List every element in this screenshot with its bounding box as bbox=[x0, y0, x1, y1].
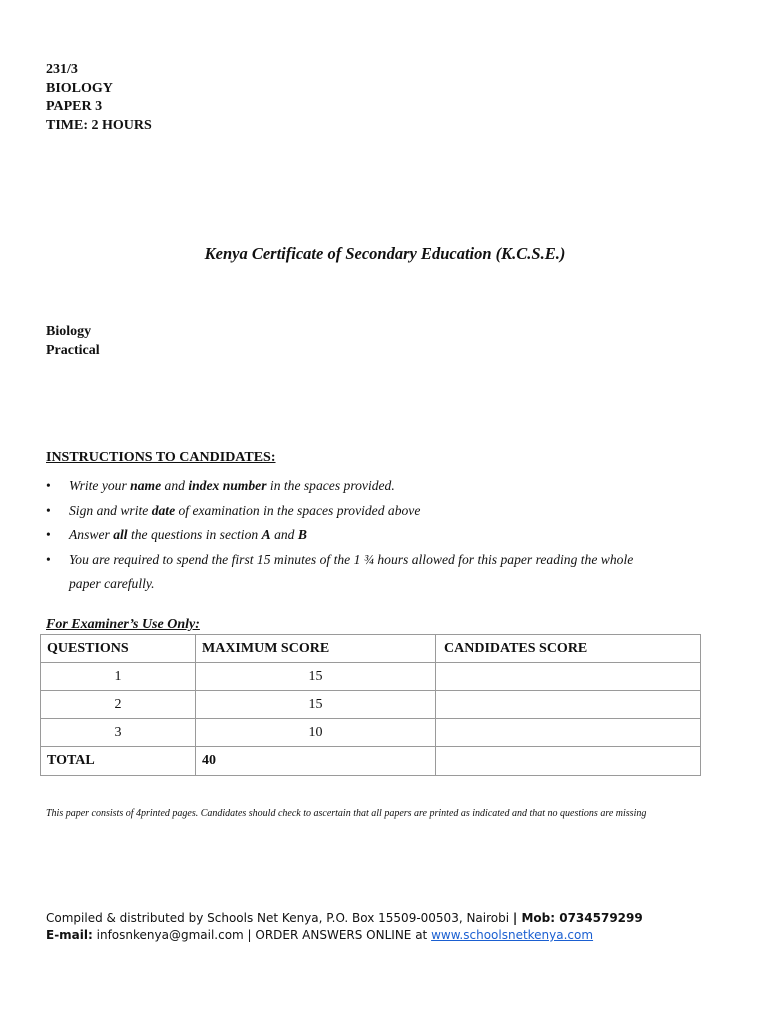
instruction-text: and bbox=[161, 478, 189, 493]
score-table bbox=[40, 634, 701, 776]
instruction-text: Sign and write bbox=[69, 502, 152, 518]
max-score: 10 bbox=[196, 719, 436, 747]
instruction-text: paper carefully. bbox=[69, 576, 155, 591]
footer-mobile: Mob: 0734579299 bbox=[521, 911, 643, 925]
candidate-score bbox=[436, 719, 701, 747]
examiner-heading: For Examiner’s Use Only: bbox=[46, 617, 200, 632]
exam-header bbox=[46, 61, 152, 135]
instruction-text: in the spaces provided. bbox=[266, 478, 395, 493]
instruction-emphasis: index number bbox=[188, 478, 267, 493]
pages-note: This paper consists of 4printed pages. Candidates should check to ascertain that all papers are printed as indicated and that no questions are missing bbox=[46, 808, 647, 819]
subject-name: Biology bbox=[46, 324, 92, 339]
instruction-text: Answer bbox=[69, 527, 114, 542]
instruction-text: of examination in the spaces provided above bbox=[175, 502, 421, 518]
header-candidate-score: CANDIDATES SCORE bbox=[436, 635, 701, 663]
total-label: TOTAL bbox=[41, 747, 196, 776]
instruction-text: and bbox=[270, 527, 298, 542]
candidate-score bbox=[436, 691, 701, 719]
instruction-text: the questions in section bbox=[127, 527, 262, 542]
footer bbox=[46, 910, 643, 944]
time-allowed: TIME: 2 HOURS bbox=[46, 117, 152, 133]
question-number: 1 bbox=[41, 663, 196, 691]
table-row bbox=[41, 719, 701, 747]
total-row bbox=[41, 747, 701, 776]
total-candidate-score bbox=[436, 747, 701, 776]
instruction-item bbox=[46, 523, 736, 548]
bullet: • bbox=[46, 478, 51, 493]
instruction-item bbox=[46, 474, 736, 499]
instruction-emphasis: all bbox=[113, 527, 128, 542]
instruction-emphasis: A bbox=[261, 527, 271, 542]
website-link[interactable]: www.schoolsnetkenya.com bbox=[431, 928, 594, 942]
question-number: 2 bbox=[41, 691, 196, 719]
candidate-score bbox=[436, 663, 701, 691]
bullet: • bbox=[46, 551, 51, 567]
max-score: 15 bbox=[196, 663, 436, 691]
footer-distributor: Compiled & distributed by Schools Net Kenya, P.O. Box 15509-00503, Nairobi bbox=[46, 911, 513, 925]
footer-separator: | bbox=[512, 911, 522, 925]
footer-email: infosnkenya@gmail.com | ORDER ANSWERS ONLINE at bbox=[92, 928, 432, 942]
instruction-text: You are required to spend the first 15 minutes of the 1 ¾ hours allowed for this paper reading the whole bbox=[69, 551, 634, 567]
subject-label: BIOLOGY bbox=[46, 80, 113, 96]
instruction-emphasis: name bbox=[130, 478, 162, 493]
subject-block bbox=[46, 322, 100, 360]
score-table-header bbox=[41, 635, 701, 663]
instruction-text: Write your bbox=[69, 478, 131, 493]
instructions-heading: INSTRUCTIONS TO CANDIDATES: bbox=[46, 450, 276, 465]
subject-type: Practical bbox=[46, 343, 100, 358]
bullet: • bbox=[46, 527, 51, 542]
table-row bbox=[41, 691, 701, 719]
instruction-item bbox=[46, 548, 736, 597]
instructions-list bbox=[46, 474, 736, 597]
header-max-score: MAXIMUM SCORE bbox=[196, 635, 436, 663]
footer-email-label: E-mail: bbox=[46, 928, 93, 942]
paper-code: 231/3 bbox=[46, 62, 78, 77]
instruction-emphasis: date bbox=[151, 502, 176, 518]
instruction-emphasis: B bbox=[297, 527, 307, 542]
footer-line-1 bbox=[46, 910, 643, 927]
instruction-item bbox=[46, 499, 736, 524]
bullet: • bbox=[46, 502, 51, 518]
table-row bbox=[41, 663, 701, 691]
paper-number: PAPER 3 bbox=[46, 99, 103, 114]
exam-title: Kenya Certificate of Secondary Education (K.C.S.E.) bbox=[204, 244, 566, 263]
footer-line-2 bbox=[46, 927, 643, 944]
max-score: 15 bbox=[196, 691, 436, 719]
total-max-score: 40 bbox=[196, 747, 436, 776]
question-number: 3 bbox=[41, 719, 196, 747]
header-questions: QUESTIONS bbox=[41, 635, 196, 663]
